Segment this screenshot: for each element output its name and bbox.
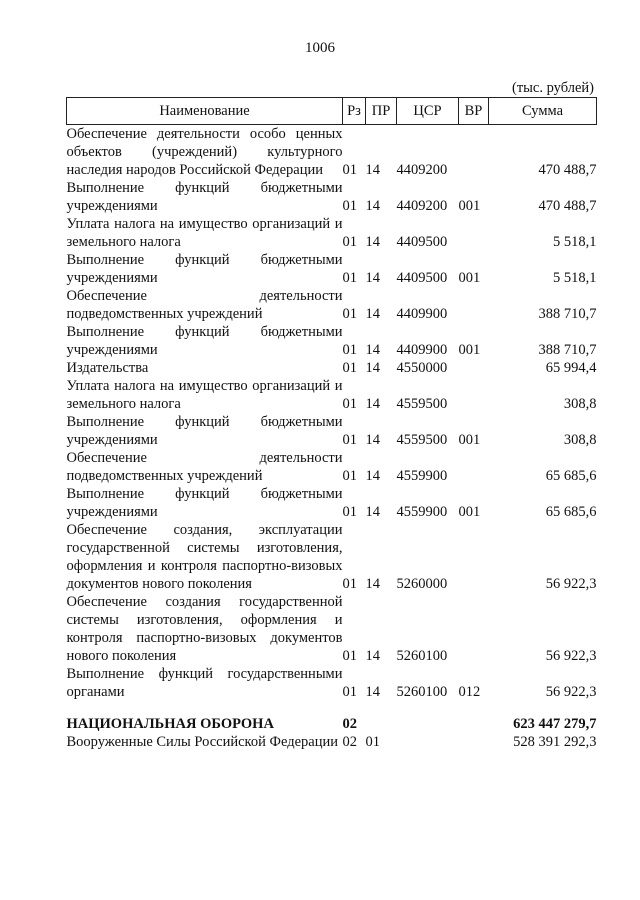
- table-row: [67, 251, 597, 287]
- table-row: [67, 665, 597, 701]
- row-pr: 14: [365, 342, 380, 358]
- table-row: [67, 287, 597, 323]
- row-name: Выполнение функций бюджетными учреждениями: [66, 324, 343, 358]
- table-row: [67, 377, 597, 413]
- row-vr: 001: [458, 504, 481, 520]
- table-row: [67, 323, 597, 359]
- row-pr: 14: [365, 396, 380, 412]
- row-rz: 01: [342, 234, 357, 250]
- row-pr: 14: [365, 360, 380, 376]
- table-row: [67, 449, 597, 485]
- units-label: (тыс. рублей): [512, 80, 594, 96]
- row-vr: [459, 593, 489, 665]
- row-rz: 01: [342, 342, 357, 358]
- row-name: Выполнение функций бюджетными учреждениями: [66, 414, 343, 448]
- row-name: Выполнение функций бюджетными учреждениями: [66, 252, 343, 286]
- row-sum: 65 685,6: [545, 468, 597, 484]
- row-csr: 4559900: [396, 468, 448, 484]
- row-name: Уплата налога на имущество организаций и земельного налога: [66, 216, 343, 250]
- header-name: Наименование: [67, 98, 343, 125]
- table-row: [67, 125, 597, 180]
- row-csr: 4409900: [396, 306, 448, 322]
- row-pr: 14: [365, 468, 380, 484]
- budget-table: [66, 97, 597, 751]
- row-name: Вооруженные Силы Российской Федерации: [66, 734, 338, 750]
- row-rz: 01: [342, 576, 357, 592]
- row-name: Обеспечение деятельности особо ценных объектов (учреждений) культурного наследия народов Российской Федерации: [66, 126, 343, 178]
- header-rz: Рз: [343, 98, 366, 125]
- row-sum: 5 518,1: [553, 234, 597, 250]
- row-vr: [459, 215, 489, 251]
- row-csr: 4409500: [396, 270, 448, 286]
- row-rz: 01: [342, 432, 357, 448]
- row-vr: 001: [458, 270, 481, 286]
- row-csr: 4409200: [396, 198, 448, 214]
- row-csr: 5260100: [396, 684, 448, 700]
- table-row: [67, 593, 597, 665]
- row-sum: 5 518,1: [553, 270, 597, 286]
- row-csr: [397, 733, 459, 751]
- row-csr: 4409900: [396, 342, 448, 358]
- row-name: Обеспечение создания государственной системы изготовления, оформления и контроля паспортно-визовых документов нового поколения: [66, 594, 343, 664]
- row-sum: 388 710,7: [538, 306, 597, 322]
- row-vr: 001: [458, 198, 481, 214]
- row-name: НАЦИОНАЛЬНАЯ ОБОРОНА: [66, 716, 274, 732]
- row-pr: 14: [365, 648, 380, 664]
- row-sum: 65 685,6: [545, 504, 597, 520]
- row-name: Выполнение функций государственными органами: [66, 666, 343, 700]
- row-pr: 14: [365, 270, 380, 286]
- row-sum: 470 488,7: [538, 198, 597, 214]
- row-pr: 14: [365, 684, 380, 700]
- row-vr: 012: [458, 684, 481, 700]
- row-pr: 14: [365, 234, 380, 250]
- row-csr: 5260000: [396, 576, 448, 592]
- row-sum: 56 922,3: [545, 648, 597, 664]
- table-row: [67, 215, 597, 251]
- row-rz: 01: [342, 684, 357, 700]
- row-pr: 14: [365, 198, 380, 214]
- row-pr: 01: [365, 734, 380, 750]
- table-row: [67, 485, 597, 521]
- row-name: Издательства: [66, 360, 149, 376]
- table-row: [67, 359, 597, 377]
- row-rz: 01: [342, 270, 357, 286]
- row-pr: 14: [365, 504, 380, 520]
- row-sum: 308,8: [563, 432, 597, 448]
- row-rz: 01: [342, 162, 357, 178]
- row-name: Выполнение функций бюджетными учреждениями: [66, 486, 343, 520]
- header-pr: ПР: [366, 98, 397, 125]
- row-name: Выполнение функций бюджетными учреждениями: [66, 180, 343, 214]
- row-rz: 02: [342, 716, 357, 732]
- row-rz: 01: [342, 396, 357, 412]
- row-sum: 65 994,4: [545, 360, 597, 376]
- row-name: Обеспечение создания, эксплуатации государственной системы изготовления, оформления и контроля паспортно-визовых документов нового поколения: [66, 522, 343, 592]
- row-vr: [459, 521, 489, 593]
- table-header-row: [67, 98, 597, 125]
- row-sum: 388 710,7: [538, 342, 597, 358]
- row-name: Обеспечение деятельности подведомственных учреждений: [66, 288, 343, 322]
- row-pr: 14: [365, 432, 380, 448]
- row-csr: 4409200: [396, 162, 448, 178]
- row-pr: 14: [365, 162, 380, 178]
- row-csr: 4559500: [396, 432, 448, 448]
- row-vr: [459, 359, 489, 377]
- row-name: Обеспечение деятельности подведомственных учреждений: [66, 450, 343, 484]
- row-csr: 4559900: [396, 504, 448, 520]
- table-row: [67, 521, 597, 593]
- row-vr: [459, 125, 489, 180]
- row-pr: 14: [365, 576, 380, 592]
- row-rz: 01: [342, 504, 357, 520]
- row-vr: 001: [458, 432, 481, 448]
- header-sum: Сумма: [489, 98, 597, 125]
- spacer-cell: [67, 701, 597, 715]
- row-rz: 01: [342, 360, 357, 376]
- row-vr: [459, 287, 489, 323]
- row-sum: 623 447 279,7: [513, 716, 597, 732]
- row-csr: [397, 715, 459, 733]
- row-rz: 01: [342, 648, 357, 664]
- row-name: Уплата налога на имущество организаций и земельного налога: [66, 378, 343, 412]
- row-sum: 56 922,3: [545, 684, 597, 700]
- row-vr: 001: [458, 342, 481, 358]
- row-pr: 14: [365, 306, 380, 322]
- row-rz: 01: [342, 468, 357, 484]
- table-row: [67, 179, 597, 215]
- header-vr: ВР: [459, 98, 489, 125]
- header-csr: ЦСР: [397, 98, 459, 125]
- row-sum: 528 391 292,3: [513, 734, 597, 750]
- row-vr: [459, 449, 489, 485]
- row-sum: 56 922,3: [545, 576, 597, 592]
- row-rz: 02: [342, 734, 357, 750]
- table-row: [67, 733, 597, 751]
- page-number: 1006: [305, 40, 335, 56]
- row-csr: 5260100: [396, 648, 448, 664]
- row-csr: 4409500: [396, 234, 448, 250]
- row-vr: [459, 377, 489, 413]
- row-vr: [459, 715, 489, 733]
- row-rz: 01: [342, 198, 357, 214]
- row-sum: 470 488,7: [538, 162, 597, 178]
- row-rz: 01: [342, 306, 357, 322]
- row-csr: 4550000: [396, 360, 448, 376]
- row-sum: 308,8: [563, 396, 597, 412]
- table-row: [67, 413, 597, 449]
- row-pr: [366, 715, 397, 733]
- row-csr: 4559500: [396, 396, 448, 412]
- row-vr: [459, 733, 489, 751]
- table-row-section: [67, 715, 597, 733]
- row-spacer: [67, 701, 597, 715]
